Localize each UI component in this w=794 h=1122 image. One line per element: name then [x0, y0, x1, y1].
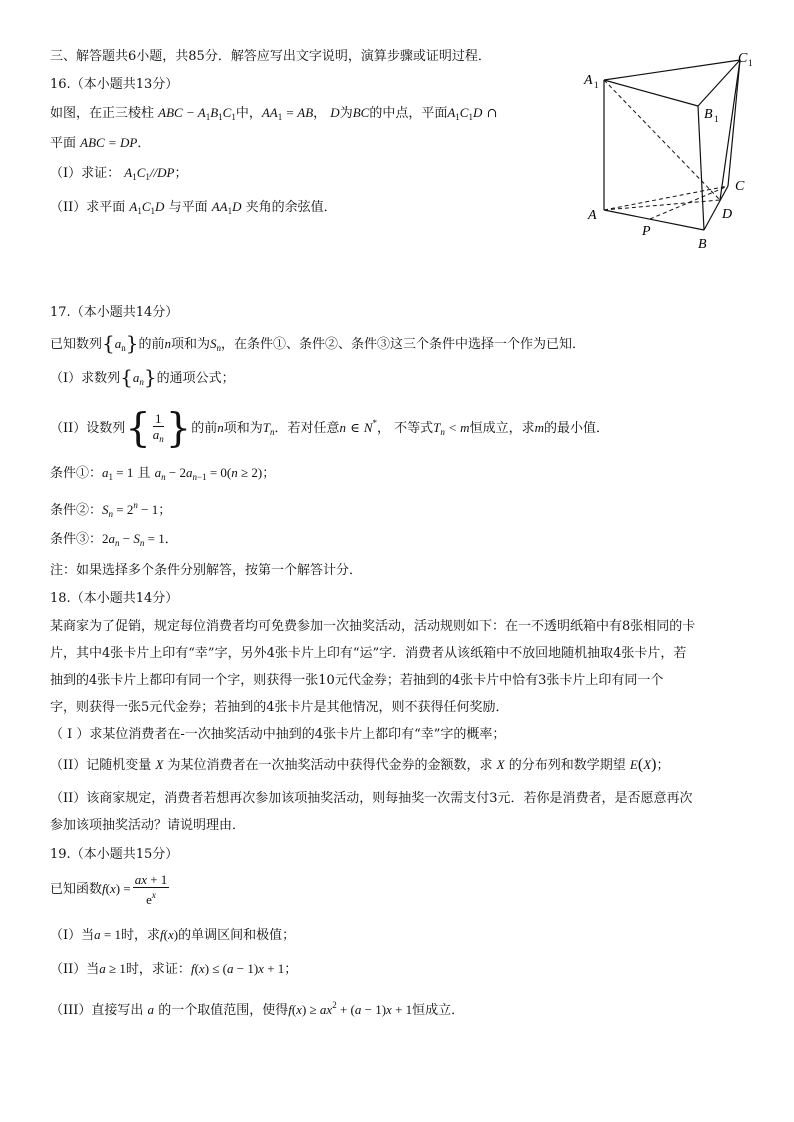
part-text: 的通项公式； — [156, 371, 235, 386]
stem-text: 项和为 — [171, 337, 211, 352]
part-text: 为某位消费者在一次抽奖活动中获得代金券的金额数，求 — [167, 758, 493, 773]
part-text: 的一个取值范围，使得 — [158, 1003, 289, 1018]
condition-label: 条件③： — [50, 532, 103, 547]
label-C1: C — [738, 51, 748, 66]
problem-points: （本小题共15分） — [70, 847, 179, 862]
problem-19-part-2: （II）当a ≥ 1时，求证：f(x) ≤ (a − 1)x + 1； — [50, 961, 298, 977]
condition-label: 条件②： — [50, 503, 103, 518]
part-text: 时，求证： — [125, 962, 191, 977]
section-header: 三、解答题共6小题，共85分．解答应写出文字说明，演算步骤或证明过程． — [50, 49, 491, 64]
problem-17-part-1: （I）求数列$\{a_n\}$的通项公式； — [50, 365, 235, 389]
problem-18-text-line: 某商家为了促销，规定每位消费者均可免费参加一次抽奖活动，活动规则如下：在一不透明纸箱中有8张相同的卡 — [50, 619, 696, 634]
part-text: 与平面 — [168, 200, 208, 215]
part-label: （II）设数列 — [50, 421, 126, 436]
label-A1-sub: 1 — [594, 80, 599, 90]
problem-17-part-2: （II）设数列{ $\frac{1}{a_n}$ }的前n项和为$T_n$．若对任意n ∈ N*， 不等式$T_n < m$恒成立，求m的最小值． — [50, 405, 609, 452]
part-text: ； — [284, 962, 298, 977]
part-text: 时，求 — [120, 928, 160, 943]
formula: $AA_1D$ — [211, 199, 242, 216]
problem-18-part-1: （ I ）求某位消费者在-一次抽奖活动中抽到的4张卡片上都印有“幸”字的概率； — [50, 727, 506, 742]
formula: $A_1C_1//DP$ — [124, 165, 175, 182]
part-label: （III）直接写出 — [50, 1003, 144, 1018]
label-B1: B — [704, 107, 713, 122]
part-label: （I）当 — [50, 928, 95, 943]
problem-19-part-3: （III）直接写出 a 的一个取值范围，使得$f(x) \ge ax^2 + (a - 1)x + 1$恒成立． — [50, 1000, 465, 1018]
problem-16-stem-cont — [50, 134, 150, 153]
problem-18-text-line: 字，则获得一张5元代金券；若抽到的4张卡片是其他情况，则不获得任何奖励． — [50, 700, 509, 715]
problem-19-part-1: （I）当a = 1时，求f(x)的单调区间和极值； — [50, 927, 296, 943]
part-label: （I）求证： — [50, 166, 121, 181]
problem-16-header — [50, 76, 178, 94]
stem-text: 中， — [235, 106, 262, 121]
stem-text: 的中点，平面 — [369, 106, 448, 121]
condition-3: 条件③：$2a_n - S_n = 1$． — [50, 531, 178, 548]
problem-points: （本小题共14分） — [70, 305, 179, 320]
fraction: $\frac{ax + 1}{e^x}$ — [134, 872, 168, 907]
label-C: C — [735, 179, 745, 194]
condition-1: 条件①：$a_1 = 1$ 且 $a_n - 2a_{n-1} = 0(n \ge 2)$； — [50, 465, 276, 482]
stem-text: 为 — [339, 106, 353, 121]
label-A: A — [588, 208, 597, 223]
problem-17-stem: 已知数列$\{a_n\}$的前n项和为$S_n$，在条件①、条件②、条件③这三个条件中选择一个作为已知． — [50, 331, 586, 355]
problem-16-part-1 — [50, 164, 187, 186]
stem-text: 平面 — [50, 136, 77, 151]
label-P: P — [642, 224, 651, 239]
problem-18-text-line: 片，其中4张卡片上印有“幸”字，另外4张卡片上印有“运”字．消费者从该纸箱中不放回地随机抽取4张卡片，若 — [50, 646, 687, 661]
stem-text: 已知函数 — [50, 882, 103, 897]
formula: ABC = DP — [80, 135, 138, 150]
problem-18-part-3-line: （II）该商家规定，消费者若想再次参加该项抽奖活动，则每抽奖一次需支付3元．若你是消费者，是否愿意再次 — [50, 791, 693, 806]
condition-2: 条件②：$S_n = 2^n - 1$； — [50, 500, 172, 519]
problem-18-part-2: （II）记随机变量 X 为某位消费者在一次抽奖活动中获得代金券的金额数，求 X 的分布列和数学期望 E(X)； — [50, 756, 670, 773]
part-text: 的前 — [191, 421, 218, 436]
label-C1-sub: 1 — [748, 58, 753, 68]
part-text: 的单调区间和极值； — [178, 928, 296, 943]
part-label: （II）当 — [50, 962, 100, 977]
formula: $A_1C_1D$ — [447, 105, 483, 122]
stem-text: ． — [137, 136, 151, 151]
problem-17-note: 注：如果选择多个条件分别解答，按第一个解答计分． — [50, 563, 363, 578]
stem-text: 如图，在正三棱柱 — [50, 106, 155, 121]
part-label: （I）求数列 — [50, 371, 121, 386]
formula: $AA_1$ = AB — [261, 105, 314, 122]
part-text: ； — [656, 758, 670, 773]
part-text: 恒成立． — [412, 1003, 465, 1018]
stem-text: 已知数列 — [50, 337, 103, 352]
formula: D — [330, 105, 340, 120]
part-text: ； — [174, 166, 188, 181]
part-text: 项和为 — [223, 421, 263, 436]
label-B: B — [698, 237, 707, 252]
problem-16-part-2 — [50, 198, 337, 220]
fraction: $\frac{1}{a_n}$ — [152, 410, 164, 444]
problem-number: 16. — [50, 77, 71, 92]
part-text: ， 不等式 — [377, 421, 434, 436]
problem-18-part-3-line: 参加该项抽奖活动？请说明理由． — [50, 818, 246, 833]
problem-points: （本小题共14分） — [70, 591, 179, 606]
part-text: 夹角的余弦值． — [245, 200, 337, 215]
problem-18-header — [50, 590, 178, 608]
problem-number: 17. — [50, 305, 71, 320]
part-label: （II）记随机变量 — [50, 758, 152, 773]
stem-text: 的前 — [138, 337, 165, 352]
condition-text: 且 — [137, 466, 151, 481]
problem-number: 18. — [50, 591, 71, 606]
problem-17-header — [50, 304, 178, 322]
problem-16-stem: 如图，在正三棱柱 ABC − $A_1B_1C_1$中，$AA_1$ = AB， D为BC的中点，平面$A_1C_1D$ ∩ — [50, 105, 498, 122]
problem-19-stem: 已知函数f(x) = $\frac{ax + 1}{e^x}$ — [50, 872, 168, 907]
problem-18-text-line: 抽到的4张卡片上都印有同一个字，则获得一张10元代金券；若抽到的4张卡片中恰有3张卡片上印有同一个 — [50, 673, 664, 688]
part-label: （II）求平面 — [50, 200, 126, 215]
part-text: ．若对任意 — [274, 421, 340, 436]
label-D: D — [722, 207, 733, 222]
problem-19-header — [50, 846, 178, 864]
stem-text: ， — [313, 106, 327, 121]
formula: $A_1C_1D$ — [129, 199, 165, 216]
prism-figure — [580, 48, 760, 258]
label-B1-sub: 1 — [714, 114, 719, 124]
problem-number: 19. — [50, 847, 71, 862]
part-text: 恒成立，求 — [469, 421, 535, 436]
stem-text: ，在条件①、条件②、条件③这三个条件中选择一个作为已知． — [221, 337, 586, 352]
problem-points: （本小题共13分） — [70, 77, 179, 92]
part-text: 的分布列和数学期望 — [508, 758, 626, 773]
part-text: 的最小值． — [543, 421, 609, 436]
formula: BC — [352, 105, 370, 120]
formula: ABC − $A_1B_1C_1$ — [158, 105, 236, 122]
condition-label: 条件①： — [50, 466, 103, 481]
label-A1: A — [584, 73, 593, 88]
